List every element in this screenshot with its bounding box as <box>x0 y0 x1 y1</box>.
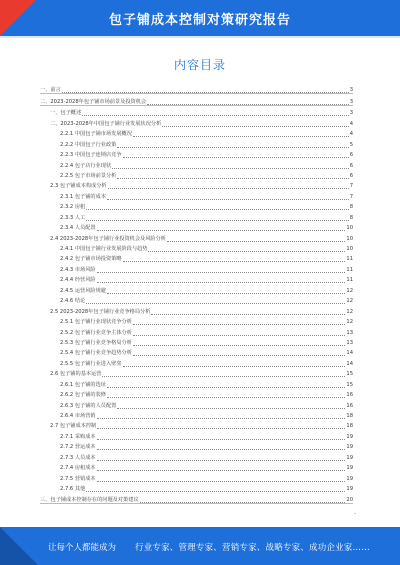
toc-entry-page: 18 <box>346 423 353 430</box>
toc-entry-page: 13 <box>346 339 353 346</box>
toc-entry-page: 10 <box>346 225 353 232</box>
toc-entry-page: 15 <box>346 371 353 378</box>
toc-entry-page: 12 <box>346 319 353 326</box>
footer-slogan-right: 行业专家、管理专家、营销专家、战略专家、成功企业家…… <box>135 543 370 553</box>
toc-entry[interactable] <box>40 106 353 116</box>
toc-entry-page: 6 <box>349 152 353 159</box>
toc-entry-page: 12 <box>346 287 353 294</box>
table-of-contents <box>40 83 353 504</box>
toc-entry-label: 2.3.2 房租 <box>60 204 86 211</box>
toc-leader-dots <box>117 403 345 409</box>
toc-entry-label: 2.6.4 市场营销 <box>60 413 96 419</box>
toc-leader-dots <box>97 455 346 461</box>
toc-entry[interactable] <box>40 158 353 168</box>
toc-entry-page: 13 <box>346 329 353 336</box>
toc-entry-label: 2.4 2023-2028年包子铺行业投资机会及风险分析 <box>50 235 166 242</box>
toc-entry-page: 10 <box>346 235 353 242</box>
toc-entry[interactable] <box>40 304 353 314</box>
toc-leader-dots <box>97 413 346 419</box>
toc-entry-label: 2.4.1 中国包子铺行业发展阶段与趋势 <box>60 246 148 252</box>
header-divider <box>0 36 400 38</box>
toc-leader-dots <box>123 256 346 262</box>
toc-entry-page: 4 <box>349 120 353 127</box>
toc-leader-dots <box>162 121 348 127</box>
toc-entry[interactable] <box>40 127 353 137</box>
toc-leader-dots <box>148 246 345 252</box>
toc-leader-dots <box>97 476 346 482</box>
toc-leader-dots <box>97 423 345 429</box>
toc-entry-page: 14 <box>346 360 353 367</box>
toc-entry-label: 2.3 包子铺成本构成分析 <box>50 183 107 190</box>
toc-leader-dots <box>151 309 345 315</box>
toc-entry-page: 15 <box>346 381 353 388</box>
toc-leader-dots <box>97 225 346 231</box>
toc-entry[interactable] <box>40 450 353 460</box>
toc-leader-dots <box>107 194 349 200</box>
toc-entry-page: 12 <box>346 298 353 305</box>
toc-entry-label: 2.4.5 运营风险规避 <box>60 287 106 294</box>
toc-entry-page: 14 <box>346 350 353 357</box>
toc-entry-page: 19 <box>346 433 353 440</box>
toc-leader-dots <box>97 444 346 450</box>
toc-entry-label: 2.7.6 其他 <box>60 486 86 493</box>
toc-leader-dots <box>147 99 349 105</box>
toc-leader-dots <box>112 163 349 169</box>
toc-entry-label: 2.5.4 包子铺行业竞争趋势分析 <box>60 350 132 357</box>
toc-leader-dots <box>133 340 345 346</box>
toc-entry-label: 2.6.3 包子铺的人员配置 <box>60 402 117 409</box>
toc-entry-label: 2.3.1 包子铺的成本 <box>60 193 106 200</box>
toc-leader-dots <box>133 350 345 356</box>
footer-slogan-left: 让每个人都能成为 <box>48 543 117 553</box>
footer-bar <box>0 527 400 565</box>
toc-leader-dots <box>107 288 345 294</box>
toc-entry-page: 19 <box>346 486 353 493</box>
toc-entry-page: 18 <box>346 413 353 419</box>
document-title: 包子铺成本控制对策研究报告 <box>108 13 291 28</box>
toc-heading: 内容目录 <box>173 58 226 72</box>
toc-entry[interactable] <box>40 210 353 220</box>
toc-entry-page: 19 <box>346 444 353 451</box>
toc-entry[interactable] <box>40 440 353 450</box>
toc-leader-dots <box>62 87 349 93</box>
toc-leader-dots <box>123 152 349 158</box>
toc-entry-page: 11 <box>346 256 353 263</box>
header-bar <box>0 0 400 36</box>
toc-entry-label: 2.7 包子铺成本控制 <box>50 423 97 430</box>
toc-entry-label: 三、包子铺成本控制存在的问题及对策建议 <box>40 496 139 503</box>
toc-leader-dots <box>86 204 348 210</box>
toc-entry-label: 2.5.3 包子铺行业竞争格局分析 <box>60 339 132 346</box>
toc-leader-dots <box>133 330 345 336</box>
footer-accent-triangle <box>0 527 38 565</box>
toc-entry-label: 2.4.3 市场风险 <box>60 266 96 273</box>
toc-entry-label: 2.2.1 中国包子铺市场发展概况 <box>60 131 132 138</box>
toc-entry[interactable] <box>40 200 353 210</box>
toc-entry-page: 8 <box>349 204 353 211</box>
toc-leader-dots <box>97 267 346 273</box>
toc-entry[interactable] <box>40 419 353 429</box>
toc-entry-label: 二、2023-2028年包子铺市场前景及投资机会 <box>40 98 147 105</box>
toc-entry-label: 一、前言 <box>40 87 61 94</box>
toc-entry[interactable] <box>40 461 353 471</box>
toc-entry-label: 2.2.4 包子店行业现状 <box>60 162 112 169</box>
toc-entry-page: 16 <box>346 402 353 409</box>
toc-entry[interactable] <box>40 377 353 387</box>
toc-entry-page: 6 <box>349 172 353 179</box>
toc-entry[interactable] <box>40 116 353 126</box>
toc-entry[interactable] <box>40 409 353 419</box>
toc-entry[interactable] <box>40 294 353 304</box>
toc-entry-label: 2.6.2 包子铺的装修 <box>60 392 106 399</box>
toc-entry-label: 2.5.5 包子铺行业进入壁垒 <box>60 360 122 367</box>
toc-entry[interactable] <box>40 325 353 335</box>
toc-entry[interactable] <box>40 221 353 231</box>
toc-entry[interactable] <box>40 273 353 283</box>
toc-entry[interactable] <box>40 336 353 346</box>
toc-entry-label: 2.4.2 包子铺市场投资策略 <box>60 256 122 263</box>
toc-entry[interactable] <box>40 231 353 241</box>
toc-entry-label: 2.2.3 中国包子连锁店竞争 <box>60 152 122 159</box>
toc-entry-page: 7 <box>349 183 353 190</box>
toc-leader-dots <box>133 131 349 137</box>
toc-entry[interactable] <box>40 482 353 492</box>
toc-leader-dots <box>82 110 349 116</box>
toc-entry[interactable] <box>40 179 353 189</box>
toc-leader-dots <box>86 215 348 221</box>
toc-entry[interactable] <box>40 148 353 158</box>
toc-entry[interactable] <box>40 283 353 293</box>
toc-entry-page: 20 <box>346 496 353 503</box>
toc-entry[interactable] <box>40 169 353 179</box>
toc-entry-label: 2.7.5 营销成本 <box>60 475 96 482</box>
toc-entry-label: 2.4.4 经营风险 <box>60 277 96 284</box>
toc-entry[interactable] <box>40 429 353 439</box>
toc-entry[interactable] <box>40 388 353 398</box>
toc-entry-page: 11 <box>346 277 353 284</box>
toc-leader-dots <box>97 465 346 471</box>
toc-entry-label: 2.5.2 包子铺行业竞争主体分析 <box>60 329 132 336</box>
toc-entry-label: 2.7.1 采购成本 <box>60 433 96 440</box>
toc-entry-label: 二、2023-2028年中国包子铺行业发展状况分析 <box>50 120 162 127</box>
toc-entry-label: 2.5.1 包子铺行业现状竞争分析 <box>60 319 132 326</box>
toc-entry-label: 2.3.4 人员配置 <box>60 225 96 232</box>
toc-entry[interactable] <box>40 356 353 366</box>
toc-leader-dots <box>86 298 345 304</box>
toc-entry[interactable] <box>40 398 353 408</box>
toc-entry-label: 2.6.1 包子铺的选址 <box>60 381 106 388</box>
toc-entry-page: 19 <box>346 475 353 482</box>
toc-entry-page: 16 <box>346 392 353 399</box>
toc-entry-label: 2.4.6 结论 <box>60 298 86 305</box>
toc-leader-dots <box>117 173 348 179</box>
toc-entry-label: 2.2.2 中国包子行业政策 <box>60 141 117 148</box>
toc-entry[interactable] <box>40 242 353 252</box>
toc-entry-label: 2.7.2 营运成本 <box>60 444 96 451</box>
toc-leader-dots <box>140 497 346 503</box>
toc-entry-label: 一、包子概述 <box>50 110 82 117</box>
toc-entry[interactable] <box>40 492 353 503</box>
toc-leader-dots <box>108 183 349 189</box>
toc-entry-label: 2.2.5 包子市场前景分析 <box>60 172 117 179</box>
page-marker: - <box>354 511 356 517</box>
toc-entry-label: 2.7.4 房租成本 <box>60 465 96 472</box>
toc-entry-page: 3 <box>349 98 353 105</box>
toc-entry[interactable] <box>40 315 353 325</box>
toc-entry-page: 5 <box>349 141 353 148</box>
toc-entry-label: 2.3.3 人工 <box>60 214 86 221</box>
toc-entry[interactable] <box>40 137 353 147</box>
toc-entry[interactable] <box>40 94 353 105</box>
toc-entry[interactable] <box>40 252 353 262</box>
toc-leader-dots <box>167 236 345 242</box>
toc-entry-page: 8 <box>349 214 353 221</box>
toc-leader-dots <box>123 361 346 367</box>
toc-entry-page: 11 <box>346 266 353 273</box>
toc-entry-page: 19 <box>346 454 353 461</box>
toc-entry-label: 2.7.3 人员成本 <box>60 454 96 461</box>
toc-entry-page: 19 <box>346 465 353 472</box>
toc-leader-dots <box>107 392 345 398</box>
toc-entry-page: 6 <box>349 162 353 169</box>
toc-leader-dots <box>117 142 348 148</box>
toc-leader-dots <box>97 434 346 440</box>
toc-entry[interactable] <box>40 83 353 94</box>
toc-entry[interactable] <box>40 189 353 199</box>
toc-entry-label: 2.6 包子铺的基本运营 <box>50 371 102 378</box>
toc-leader-dots <box>133 319 345 325</box>
toc-entry-page: 3 <box>349 110 353 117</box>
toc-leader-dots <box>86 486 345 492</box>
toc-entry-label: 2.5 2023-2028年包子铺行业竞争格局分析 <box>50 308 151 315</box>
toc-leader-dots <box>97 277 346 283</box>
toc-entry[interactable] <box>40 367 353 377</box>
toc-entry[interactable] <box>40 262 353 272</box>
toc-entry-page: 3 <box>349 87 353 94</box>
toc-leader-dots <box>107 382 345 388</box>
toc-entry-page: 12 <box>346 308 353 315</box>
toc-entry-page: 7 <box>349 193 353 200</box>
toc-entry-page: 10 <box>346 246 353 252</box>
toc-entry-page: 4 <box>349 131 353 138</box>
toc-entry[interactable] <box>40 471 353 481</box>
toc-leader-dots <box>102 371 345 377</box>
toc-entry[interactable] <box>40 346 353 356</box>
